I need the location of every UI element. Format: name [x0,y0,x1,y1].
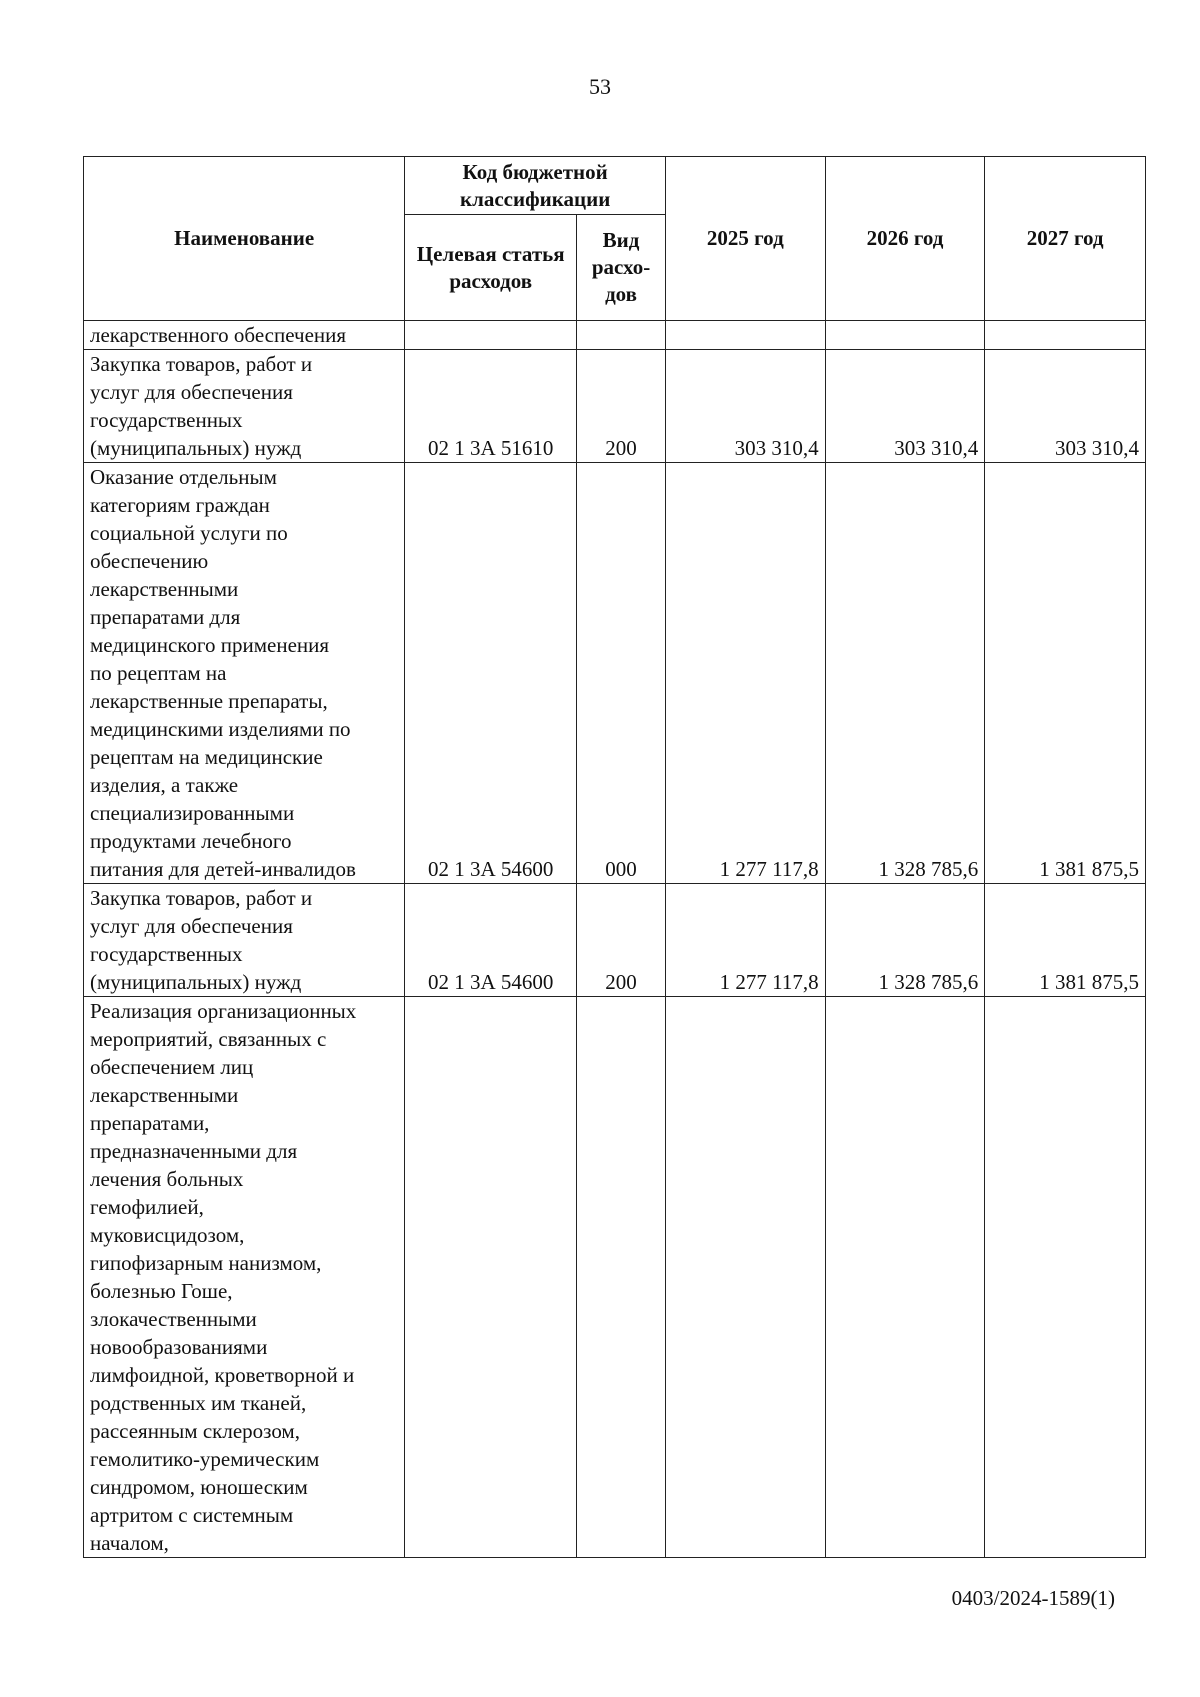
row-name: Реализация организационных мероприятий, связанных с обеспечением лиц лекарственными препаратами, предназначенными для лечения больных гемофилией, муковисцидозом, гипофизарным нанизмом, болезнью Гоше, злокачественными новообразованиями лимфоидной, кроветворной и родственных им тканей, рассеянным склерозом, гемолитико-уремическим синдромом, юношеским артритом с системным началом, [84,997,405,1558]
document-code: 0403/2024-1589(1) [951,1586,1115,1610]
row-2026 [825,997,985,1558]
row-2025: 1 277 117,8 [666,884,826,997]
table-header [84,157,1146,321]
row-target-code [405,997,577,1558]
row-vid: 200 [577,884,666,997]
row-vid [577,321,666,350]
table-row [84,463,1146,884]
budget-table [83,156,1146,1558]
header-2025: 2025 год [666,157,826,321]
header-kbk: Код бюджетной классификации [405,157,666,215]
row-2027 [985,321,1146,350]
row-target-code: 02 1 3А 51610 [405,350,577,463]
row-2026: 303 310,4 [825,350,985,463]
table-row [84,321,1146,350]
row-vid [577,997,666,1558]
table-row [84,884,1146,997]
row-target-code: 02 1 3А 54600 [405,463,577,884]
row-2026: 1 328 785,6 [825,463,985,884]
row-name: лекарственного обеспечения [84,321,405,350]
row-2025 [666,997,826,1558]
row-2026: 1 328 785,6 [825,884,985,997]
row-2027: 1 381 875,5 [985,463,1146,884]
header-2027: 2027 год [985,157,1146,321]
row-2025: 1 277 117,8 [666,463,826,884]
row-vid: 000 [577,463,666,884]
row-2025 [666,321,826,350]
table-body [84,321,1146,1558]
table-row [84,350,1146,463]
header-2026: 2026 год [825,157,985,321]
row-vid: 200 [577,350,666,463]
row-name: Оказание отдельным категориям граждан социальной услуги по обеспечению лекарственными препаратами для медицинского применения по рецептам на лекарственные препараты, медицинскими изделиями по рецептам на медицинские изделия, а также специализированными продуктами лечебного питания для детей-инвалидов [84,463,405,884]
row-2027: 303 310,4 [985,350,1146,463]
table-row [84,997,1146,1558]
header-vid: Вид расхо-дов [577,215,666,321]
row-target-code: 02 1 3А 54600 [405,884,577,997]
header-target: Целевая статья расходов [405,215,577,321]
row-2027: 1 381 875,5 [985,884,1146,997]
row-2025: 303 310,4 [666,350,826,463]
row-2027 [985,997,1146,1558]
row-name: Закупка товаров, работ и услуг для обеспечения государственных (муниципальных) нужд [84,350,405,463]
row-2026 [825,321,985,350]
row-name: Закупка товаров, работ и услуг для обеспечения государственных (муниципальных) нужд [84,884,405,997]
row-target-code [405,321,577,350]
page-number: 53 [589,74,611,99]
header-name: Наименование [84,157,405,321]
